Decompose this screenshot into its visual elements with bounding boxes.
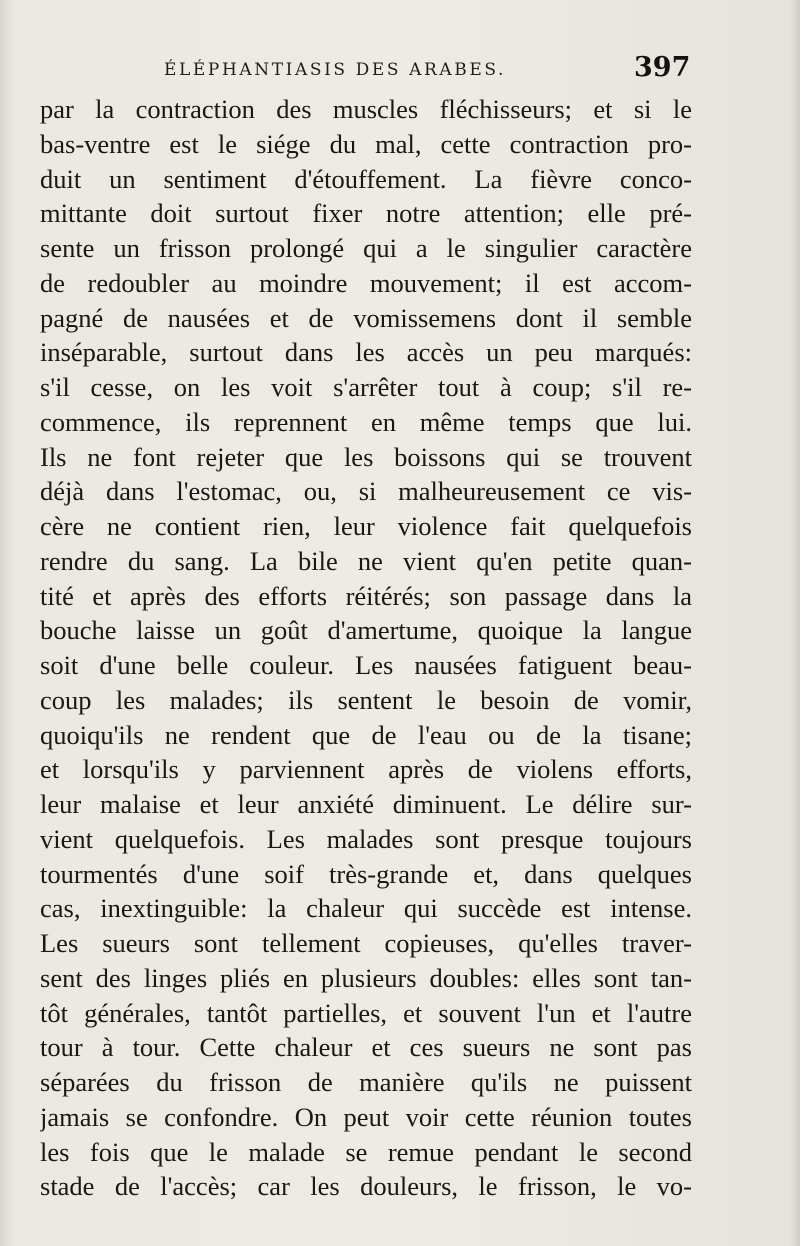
text-line: stade de l'accès; car les douleurs, le frisson, le vo- (40, 1171, 692, 1202)
text-line: vient quelquefois. Les malades sont presque toujours (40, 823, 692, 854)
text-line: commence, ils reprennent en même temps que lui. (40, 406, 692, 437)
text-line: par la contraction des muscles fléchisseurs; et si le (40, 94, 692, 124)
text-line: Les sueurs sont tellement copieuses, qu'elles traver- (40, 928, 692, 958)
text-line: leur malaise et leur anxiété diminuent. Le délire sur- (40, 789, 692, 819)
text-line: déjà dans l'estomac, ou, si malheureusement ce vis- (40, 476, 692, 507)
text-line: tourmentés d'une soif très-grande et, dans quelques (40, 858, 692, 889)
text-line: coup les malades; ils sentent le besoin de vomir, (40, 684, 692, 715)
text-line: les fois que le malade se remue pendant le second (40, 1136, 692, 1167)
text-line: duit un sentiment d'étouffement. La fièvre conco- (40, 163, 692, 194)
text-line: Ils ne font rejeter que les boissons qui se trouvent (40, 441, 692, 472)
text-line: rendre du sang. La bile ne vient qu'en petite quan- (40, 545, 692, 576)
running-title: ÉLÉPHANTIASIS DES ARABES. (164, 60, 507, 80)
text-line: tôt générales, tantôt partielles, et souvent l'un et l'autre (40, 997, 692, 1028)
text-line: mittante doit surtout fixer notre attention; elle pré- (40, 198, 692, 229)
text-line: sente un frisson prolongé qui a le singulier caractère (40, 233, 692, 263)
text-line: inséparable, surtout dans les accès un peu marqués: (40, 337, 692, 368)
text-line: soit d'une belle couleur. Les nausées fatiguent beau- (40, 650, 692, 680)
page-number: 397 (634, 52, 691, 83)
text-line: de redoubler au moindre mouvement; il est accom- (40, 267, 692, 298)
text-line: s'il cesse, on les voit s'arrêter tout à coup; s'il re- (40, 372, 692, 402)
text-line: cas, inextinguible: la chaleur qui succède est intense. (40, 893, 692, 924)
text-line: séparées du frisson de manière qu'ils ne puissent (40, 1067, 692, 1097)
text-line: pagné de nausées et de vomissemens dont il semble (40, 302, 692, 333)
text-line: tour à tour. Cette chaleur et ces sueurs ne sont pas (40, 1032, 692, 1063)
text-line: tité et après des efforts réitérés; son passage dans la (40, 580, 692, 611)
text-line: et lorsqu'ils y parviennent après de violens efforts, (40, 754, 692, 785)
text-line: sent des linges pliés en plusieurs doubles: elles sont tan- (40, 962, 692, 993)
text-line: cère ne contient rien, leur violence fait quelquefois (40, 511, 692, 541)
text-line: jamais se confondre. On peut voir cette réunion toutes (40, 1101, 692, 1132)
text-line: bouche laisse un goût d'amertume, quoique la langue (40, 615, 692, 646)
body-text (40, 92, 692, 1204)
text-line: bas-ventre est le siége du mal, cette contraction pro- (40, 128, 692, 159)
text-line: quoiqu'ils ne rendent que de l'eau ou de la tisane; (40, 719, 692, 750)
